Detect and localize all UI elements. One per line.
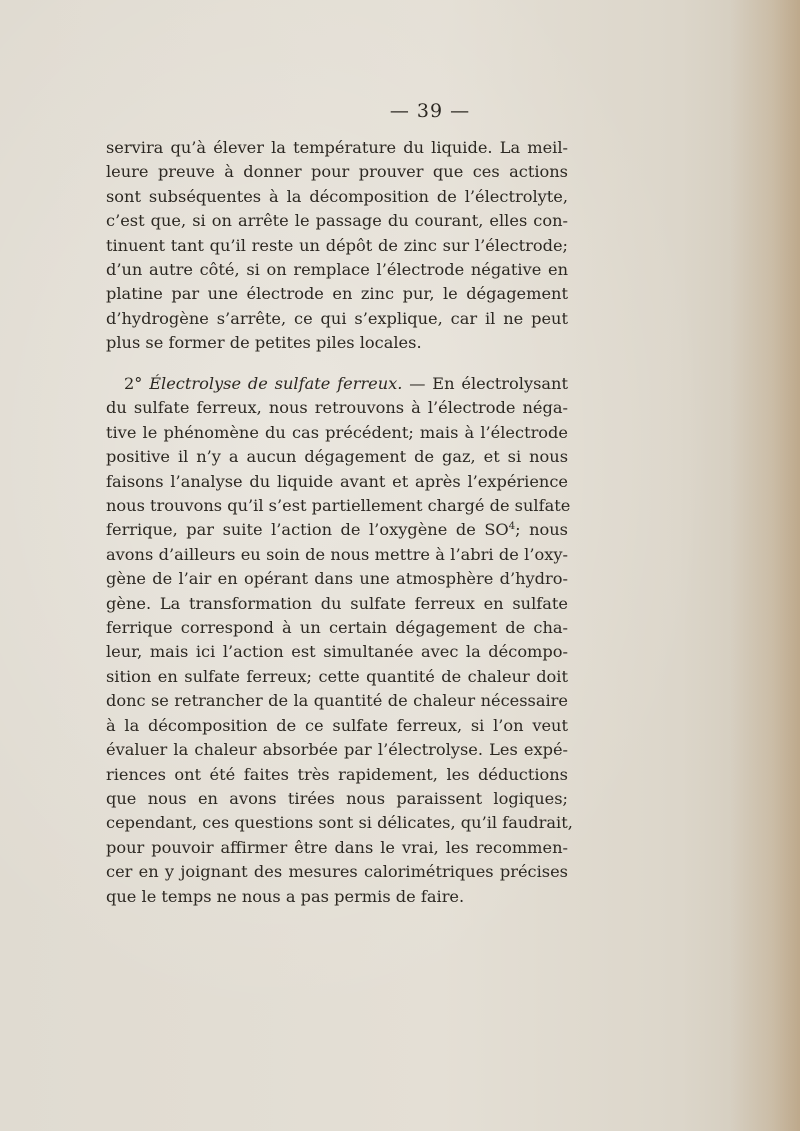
text-line: leure preuve à donner pour prouver que ces actions	[106, 162, 568, 182]
text-line: sont subséquentes à la décomposition de l’électrolyte,	[106, 186, 568, 206]
section-heading-line	[106, 372, 568, 396]
text-line: leur, mais ici l’action est simultanée avec la décompo-	[106, 642, 568, 662]
text-line: c’est que, si on arrête le passage du courant, elles con-	[106, 211, 568, 231]
text-line: servira qu’à élever la température du liquide. La meil-	[106, 138, 568, 157]
text-line: pour pouvoir affirmer être dans le vrai, les recommen-	[106, 837, 568, 857]
text-line: platine par une électrode en zinc pur, le dégagement	[106, 284, 568, 304]
text-line: que nous en avons tirées nous paraissent logiques;	[106, 788, 568, 808]
text-line: gène. La transformation du sulfate ferreux en sulfate	[106, 593, 568, 613]
text-line: plus se former de petites piles locales.	[106, 333, 422, 353]
chemical-formula	[484, 520, 515, 539]
formula-superscript: 4	[508, 521, 516, 533]
text-line: ferrique correspond à un certain dégagement de cha-	[106, 618, 568, 638]
text-line: cer en y joignant des mesures calorimétriques précises	[106, 862, 568, 882]
text-line: faisons l’analyse du liquide avant et après l’expérience	[106, 471, 568, 491]
page-number	[0, 100, 800, 122]
section-heading: Électrolyse de sulfate ferreux.	[149, 374, 403, 393]
text-line: du sulfate ferreux, nous retrouvons à l’électrode néga-	[106, 398, 568, 418]
text-line: tive le phénomène du cas précédent; mais à l’électrode	[106, 422, 568, 442]
paragraph-1	[106, 136, 568, 356]
text-line: que le temps ne nous a pas permis de faire.	[106, 886, 465, 906]
text-line: donc se retrancher de la quantité de chaleur nécessaire	[106, 691, 568, 711]
text-line: gène de l’air en opérant dans une atmosphère d’hydro-	[106, 569, 568, 589]
text-line: avons d’ailleurs eu soin de nous mettre à l’abri de l’oxy-	[106, 544, 568, 564]
text-line: tinuent tant qu’il reste un dépôt de zinc sur l’électrode;	[106, 235, 568, 255]
text-line-with-formula	[106, 518, 568, 542]
text-line: positive il n’y a aucun dégagement de gaz, et si nous	[106, 447, 568, 467]
formula-base: SO	[484, 520, 509, 540]
text-line: d’hydrogène s’arrête, ce qui s’explique, car il ne peut	[106, 308, 568, 328]
text-line: cependant, ces questions sont si délicates, qu’il faudrait,	[106, 813, 573, 833]
formula-line-after: ; nous	[515, 520, 568, 540]
text-line: riences ont été faites très rapidement, les déductions	[106, 764, 568, 784]
text-line: nous trouvons qu’il s’est partiellement chargé de sulfate	[106, 496, 571, 516]
page-edge-shading	[730, 0, 800, 1131]
page-number-text: — 39 —	[389, 100, 471, 122]
paragraph-2	[106, 372, 573, 909]
text-line: à la décomposition de ce sulfate ferreux, si l’on veut	[106, 715, 568, 735]
section-number: 2°	[124, 374, 143, 393]
formula-line-before: ferrique, par suite l’action de l’oxygène de	[106, 520, 476, 540]
text-line: évaluer la chaleur absorbée par l’électrolyse. Les expé-	[106, 740, 568, 760]
text-line: d’un autre côté, si on remplace l’électrode négative en	[106, 260, 568, 280]
heading-continuation: — En électrolysant	[409, 374, 568, 393]
text-line: sition en sulfate ferreux; cette quantité de chaleur doit	[106, 666, 568, 686]
